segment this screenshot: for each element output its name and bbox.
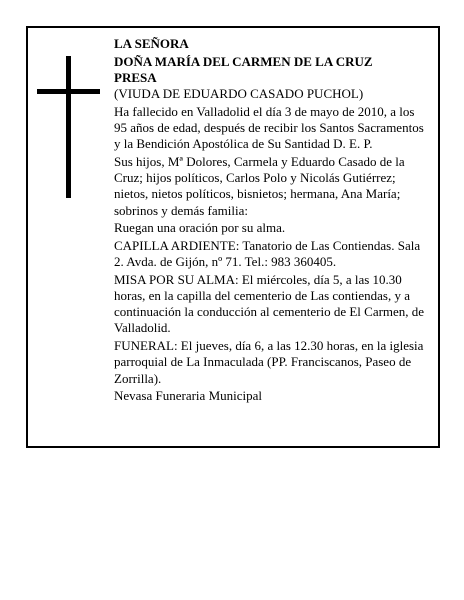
- obituary-text: [114, 36, 426, 406]
- funeral-home: Nevasa Funeraria Municipal: [114, 388, 263, 404]
- cross-vertical-bar: [66, 56, 71, 198]
- title-line: LA SEÑORA: [114, 36, 189, 51]
- cross-horizontal-bar: [37, 89, 100, 94]
- funeral-paragraph: FUNERAL: El jueves, día 6, a las 12.30 horas, en la iglesia parroquial de La Inmaculada (PP. Franciscanos, Paseo de Zorrilla).: [114, 338, 424, 386]
- deceased-name-line-2: PRESA: [114, 69, 157, 85]
- deceased-name: [114, 54, 426, 86]
- prayer-paragraph: Ruegan una oración por su alma.: [114, 220, 286, 236]
- widow-line: (VIUDA DE EDUARDO CASADO PUCHOL): [114, 86, 364, 102]
- family-paragraph: Sus hijos, Mª Dolores, Carmela y Eduardo Casado de la Cruz; hijos políticos, Carlos Polo y Nicolás Gutiérrez; nietos, nietos políticos, bisnietos; hermana, Ana María; sobrinos y demás familia:: [114, 153, 405, 218]
- death-paragraph: Ha fallecido en Valladolid el día 3 de mayo de 2010, a los 95 años de edad, después de recibir los Santos Sacramentos y la Bendición Apostólica de Su Santidad D. E. P.: [114, 103, 424, 152]
- deceased-name-line-1: DOÑA MARÍA DEL CARMEN DE LA CRUZ: [114, 53, 373, 69]
- mass-paragraph: MISA POR SU ALMA: El miércoles, día 5, a las 10.30 horas, en la capilla del cementerio de Las contiendas, y a continuación la conducción al cementerio de El Carmen, de Valladolid.: [114, 271, 425, 336]
- chapel-paragraph: CAPILLA ARDIENTE: Tanatorio de Las Contiendas. Sala 2. Avda. de Gijón, nº 71. Tel.: 983 360405.: [114, 237, 421, 270]
